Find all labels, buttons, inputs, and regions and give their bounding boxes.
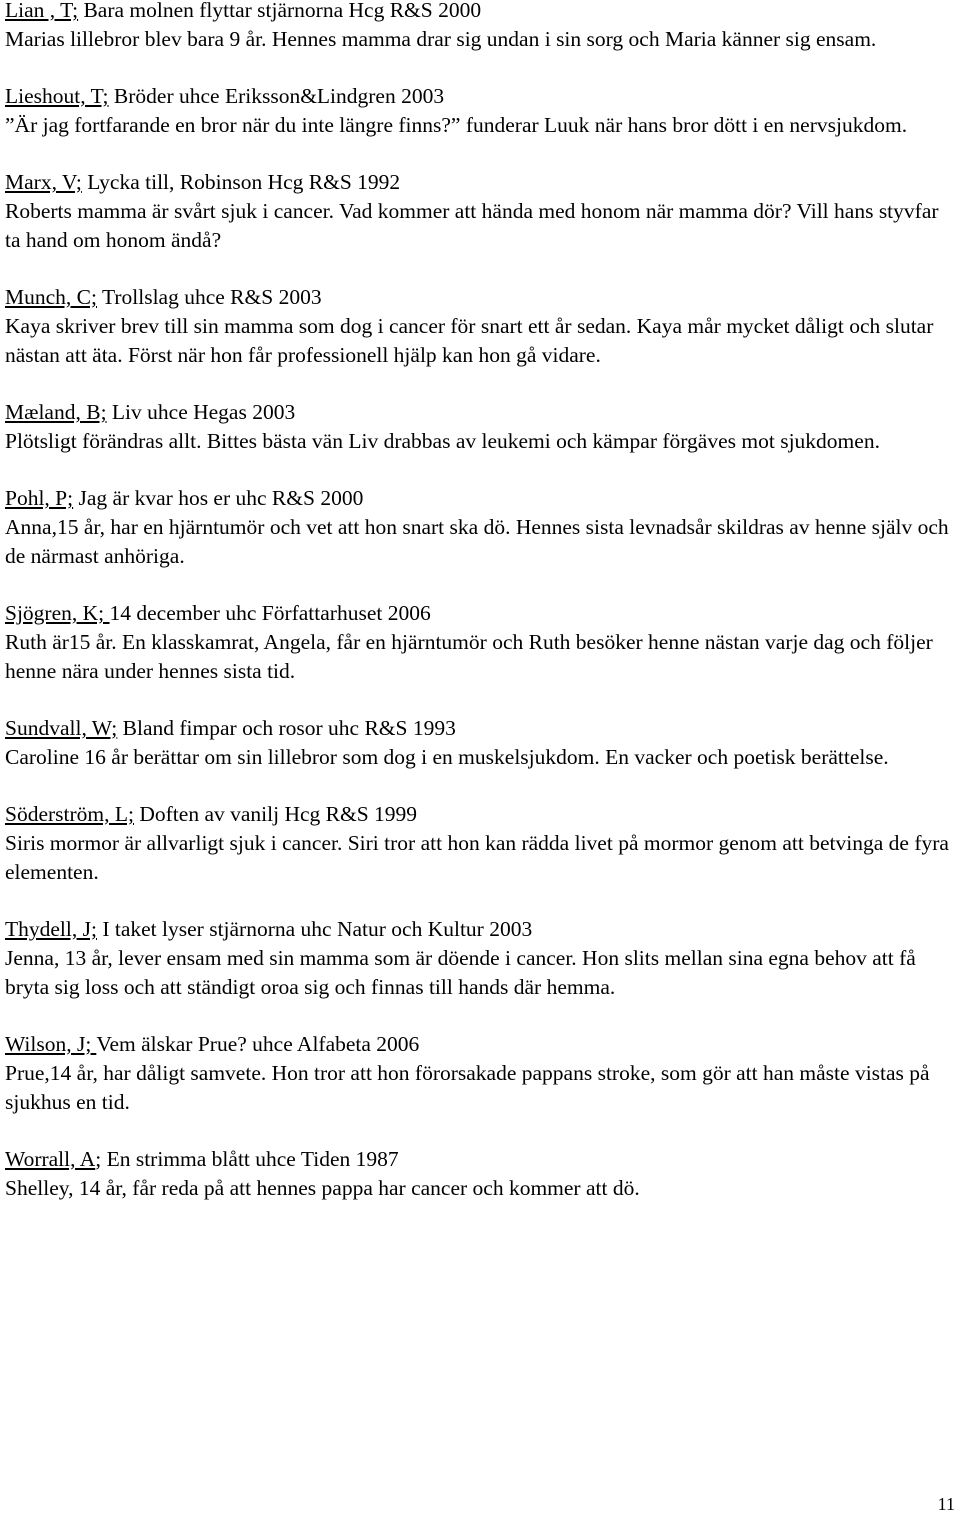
author-name: Worrall, A: [5, 1147, 96, 1171]
book-description: Prue,14 år, har dåligt samvete. Hon tror att hon förorsakade pappans stroke, som gör att han måste vistas på sjukhus en tid.: [5, 1061, 930, 1114]
entry-heading: [5, 714, 955, 743]
entry-heading: [5, 82, 955, 111]
book-entry: [5, 283, 955, 370]
author-name: Wilson, J;: [5, 1032, 97, 1056]
book-title: 14 december uhc Författarhuset 2006: [109, 601, 431, 625]
author-name: Lieshout, T;: [5, 84, 109, 108]
book-title: Bara molnen flyttar stjärnorna Hcg R&S 2000: [78, 0, 482, 22]
book-entry: [5, 484, 955, 571]
author-name: Söderström, L;: [5, 802, 134, 826]
entry-heading: [5, 915, 955, 944]
book-entry: [5, 915, 955, 1002]
book-description: Kaya skriver brev till sin mamma som dog i cancer för snart ett år sedan. Kaya mår mycket dåligt och slutar nästan att äta. Först när hon får professionell hjälp kan hon gå vidare.: [5, 314, 934, 367]
book-description: Jenna, 13 år, lever ensam med sin mamma som är döende i cancer. Hon slits mellan sina egna behov att få bryta sig loss och att ständigt oroa sig och finnas till hands där hemma.: [5, 946, 916, 999]
book-title: Doften av vanilj Hcg R&S 1999: [134, 802, 418, 826]
book-description: Siris mormor är allvarligt sjuk i cancer. Siri tror att hon kan rädda livet på mormor genom att betvinga de fyra elementen.: [5, 831, 949, 884]
book-title: Trollslag uhce R&S 2003: [96, 285, 322, 309]
book-entry: [5, 398, 955, 456]
book-title: Bröder uhce Eriksson&Lindgren 2003: [108, 84, 445, 108]
book-description: Roberts mamma är svårt sjuk i cancer. Vad kommer att hända med honom när mamma dör? Vill hans styvfar ta hand om honom ändå?: [5, 199, 939, 252]
entry-heading: [5, 1145, 955, 1174]
entry-heading: [5, 1030, 955, 1059]
entry-heading: [5, 168, 955, 197]
book-description: Plötsligt förändras allt. Bittes bästa vän Liv drabbas av leukemi och kämpar förgäves mot sjukdomen.: [5, 429, 880, 453]
book-title: Vem älskar Prue? uhce Alfabeta 2006: [96, 1032, 420, 1056]
page-number: 11: [937, 1494, 955, 1514]
book-entry: [5, 0, 955, 54]
book-title: Lycka till, Robinson Hcg R&S 1992: [81, 170, 401, 194]
author-name: Lian , T;: [5, 0, 79, 22]
book-title: Liv uhce Hegas 2003: [106, 400, 296, 424]
author-name: Pohl, P;: [5, 486, 74, 510]
book-title: I taket lyser stjärnorna uhc Natur och Kultur 2003: [96, 917, 533, 941]
book-description: Caroline 16 år berättar om sin lillebror som dog i en muskelsjukdom. En vacker och poetisk berättelse.: [5, 745, 889, 769]
author-name: Thydell, J;: [5, 917, 97, 941]
book-title: ; En strimma blått uhce Tiden 1987: [95, 1147, 399, 1171]
entry-heading: [5, 283, 955, 312]
book-title: Jag är kvar hos er uhc R&S 2000: [73, 486, 364, 510]
entry-heading: [5, 0, 955, 25]
author-name: Mæland, B;: [5, 400, 107, 424]
document-body: [5, 0, 955, 1231]
entry-heading: [5, 599, 955, 628]
author-name: Sjögren, K;: [5, 601, 110, 625]
book-entry: [5, 168, 955, 255]
book-description: Anna,15 år, har en hjärntumör och vet att hon snart ska dö. Hennes sista levnadsår skildras av henne själv och de närmast anhöriga.: [5, 515, 949, 568]
book-entry: [5, 714, 955, 772]
book-entry: [5, 599, 955, 686]
entry-heading: [5, 398, 955, 427]
author-name: Marx, V;: [5, 170, 82, 194]
author-name: Sundvall, W;: [5, 716, 118, 740]
entry-heading: [5, 484, 955, 513]
book-description: Marias lillebror blev bara 9 år. Hennes mamma drar sig undan i sin sorg och Maria känner sig ensam.: [5, 27, 877, 51]
book-entry: [5, 1030, 955, 1117]
book-description: Ruth är15 år. En klasskamrat, Angela, får en hjärntumör och Ruth besöker henne nästan varje dag och följer henne nära under hennes sista tid.: [5, 630, 933, 683]
book-title: Bland fimpar och rosor uhc R&S 1993: [117, 716, 456, 740]
book-description: ”Är jag fortfarande en bror när du inte längre finns?” funderar Luuk när hans bror dött i en nervsjukdom.: [5, 113, 908, 137]
book-description: Shelley, 14 år, får reda på att hennes pappa har cancer och kommer att dö.: [5, 1176, 640, 1200]
book-entry: [5, 800, 955, 887]
book-entry: [5, 82, 955, 140]
entry-heading: [5, 800, 955, 829]
author-name: Munch, C;: [5, 285, 97, 309]
book-entry: [5, 1145, 955, 1203]
